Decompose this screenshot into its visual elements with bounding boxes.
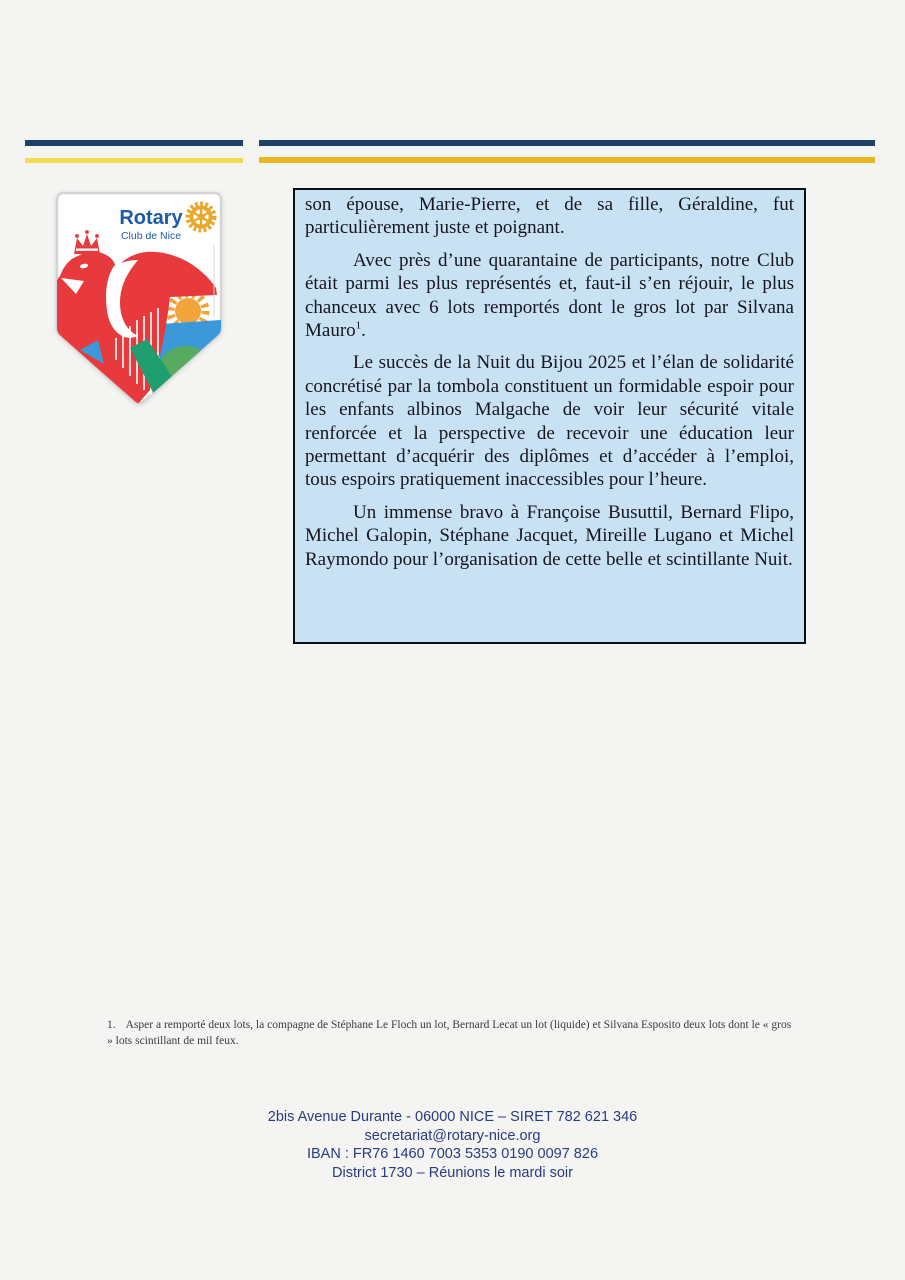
footer-address-line: 2bis Avenue Durante - 06000 NICE – SIRET 782 621 346 [267, 1109, 638, 1125]
header-rule-navy-right [259, 140, 875, 146]
paragraph [305, 249, 794, 343]
paragraph: son épouse, Marie-Pierre, et de sa fille, Géraldine, fut particulièrement juste et poignant. [305, 194, 794, 239]
logo-title: Rotary [119, 207, 183, 229]
footer-iban-line: IBAN : FR76 1460 7003 5353 0190 0097 826 [306, 1146, 599, 1163]
footer-district-line: District 1730 – Réunions le mardi soir [332, 1164, 573, 1181]
paragraph: Le succès de la Nuit du Bijou 2025 et l’élan de solidarité concrétisé par la tombola constituent un formidable espoir pour les enfants albinos Malgache de voir leur sécurité vitale renforcée et la perspective de recevoir une éducation leur permettant d’acquérir des diplômes et d’accéder à l’emploi, tous espoirs pratiquement inaccessibles pour l’heure. [305, 352, 794, 491]
pennant-badge-icon [54, 190, 224, 410]
paragraph-text: . [361, 320, 366, 342]
footnote-marker: 1. [107, 1019, 116, 1031]
header-rule-yellow-right [259, 157, 875, 163]
footnote-reference: 1 [355, 319, 362, 332]
header-rule-navy-left [25, 140, 243, 146]
paragraph: Un immense bravo à Françoise Busuttil, Bernard Flipo, Michel Galopin, Stéphane Jacquet, Mireille Lugano et Michel Raymondo pour l’organisation de cette belle et scintillante Nuit. [305, 501, 794, 570]
page-footer [0, 1108, 905, 1182]
footer-email-line: secretariat@rotary-nice.org [364, 1127, 541, 1144]
paragraph-text: Avec près d’une quarantaine de participants, notre Club était parmi les plus représentés et, faut-il s’en réjouir, le plus chanceux avec 6 lots remportés dont le gros lot par Silvana Mauro [305, 249, 794, 342]
footnote [107, 1018, 797, 1049]
rotary-club-logo [54, 190, 224, 410]
footnote-text: Asper a remporté deux lots, la compagne de Stéphane Le Floch un lot, Bernard Lecat un lot (liquide) et Silvana Esposito deux lots dont le « gros » lots scintillant de mil feux. [107, 1019, 792, 1047]
article-text-box [293, 188, 806, 644]
logo-subtitle: Club de Nice [120, 230, 182, 242]
header-rule-yellow-left [25, 158, 243, 163]
vertical-fineprint [214, 245, 215, 317]
rotary-wheel-icon [188, 204, 214, 230]
